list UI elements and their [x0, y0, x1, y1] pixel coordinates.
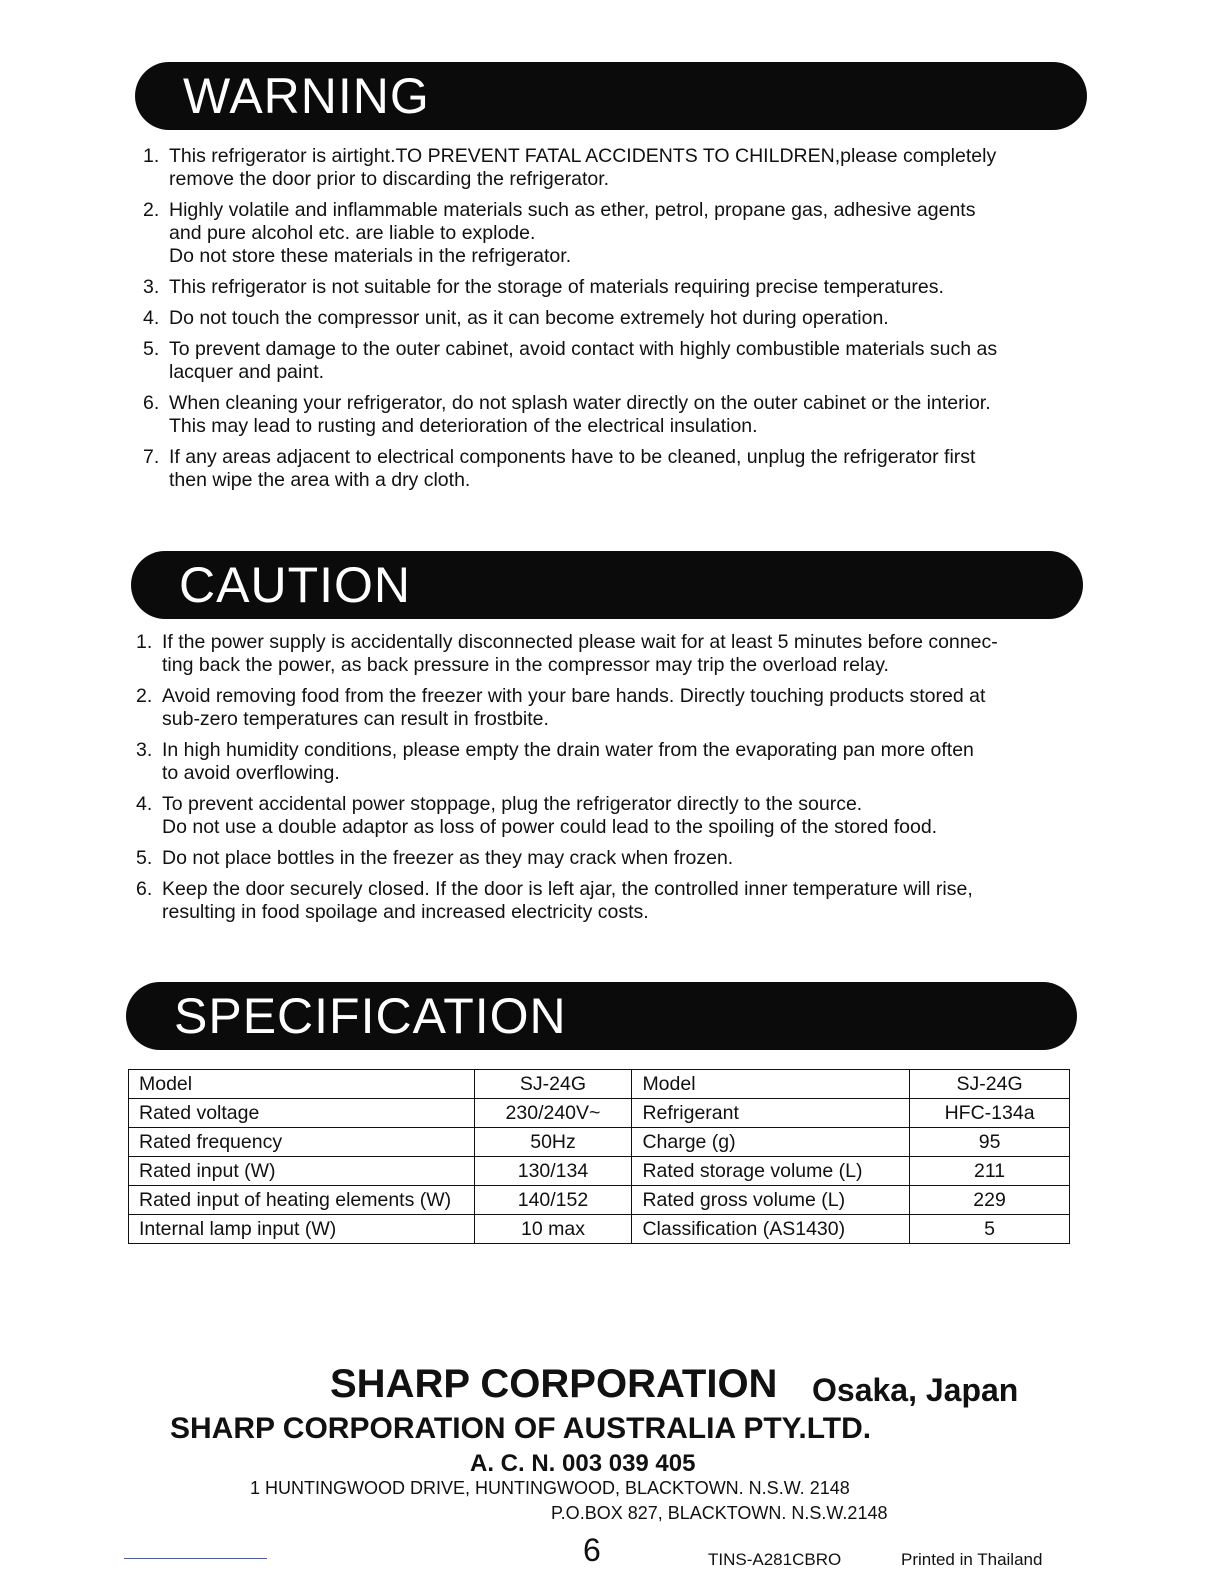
spec-value: 229: [910, 1186, 1070, 1215]
spec-label: Rated input of heating elements (W): [129, 1186, 475, 1215]
warning-item-text: If any areas adjacent to electrical components have to be cleaned, unplug the refrigerator first then wipe the area with a dry cloth.: [169, 446, 976, 491]
spec-value: 5: [910, 1215, 1070, 1244]
caution-item: [136, 847, 1086, 870]
caution-item-number: 6.: [136, 878, 153, 900]
warning-item-number: 5.: [143, 338, 160, 360]
warning-heading: WARNING: [135, 62, 1087, 130]
spec-label: Rated gross volume (L): [632, 1186, 910, 1215]
warning-item-text: To prevent damage to the outer cabinet, avoid contact with highly combustible materials such as lacquer and paint.: [169, 338, 998, 383]
spec-value: 95: [910, 1128, 1070, 1157]
spec-value: HFC-134a: [910, 1099, 1070, 1128]
document-code: TINS-A281CBRO: [708, 1550, 842, 1569]
warning-item-number: 1.: [143, 145, 160, 167]
spec-value: 50Hz: [474, 1128, 632, 1157]
spec-label: Rated input (W): [129, 1157, 475, 1186]
caution-item: [136, 878, 1086, 924]
footer-rule: [124, 1558, 267, 1559]
australia-corporation: SHARP CORPORATION OF AUSTRALIA PTY.LTD.: [170, 1412, 872, 1445]
caution-item-text: If the power supply is accidentally disconnected please wait for at least 5 minutes before connec- ting back the power, as back pressure in the compressor may trip the overload relay.: [162, 631, 998, 676]
spec-row: [129, 1099, 1070, 1128]
caution-heading: CAUTION: [131, 551, 1083, 619]
warning-item: [143, 145, 1093, 191]
caution-item-number: 2.: [136, 685, 153, 707]
spec-value: SJ-24G: [474, 1070, 632, 1099]
page-number: 6: [583, 1532, 601, 1568]
spec-label: Refrigerant: [632, 1099, 910, 1128]
warning-item: [143, 199, 1093, 268]
spec-value: 130/134: [474, 1157, 632, 1186]
corporation-city: Osaka, Japan: [812, 1372, 1019, 1408]
caution-list: [136, 631, 1086, 932]
printed-in: Printed in Thailand: [901, 1550, 1043, 1569]
spec-label: Model: [632, 1070, 910, 1099]
warning-item: [143, 276, 1093, 299]
spec-label: Rated storage volume (L): [632, 1157, 910, 1186]
spec-value: 10 max: [474, 1215, 632, 1244]
address-line-2: P.O.BOX 827, BLACKTOWN. N.S.W.2148: [551, 1503, 888, 1523]
acn-number: A. C. N. 003 039 405: [470, 1450, 696, 1477]
warning-item: [143, 446, 1093, 492]
specification-heading: SPECIFICATION: [126, 982, 1077, 1050]
spec-value: 230/240V~: [474, 1099, 632, 1128]
spec-value: 211: [910, 1157, 1070, 1186]
spec-row: [129, 1128, 1070, 1157]
warning-item-text: This refrigerator is airtight.TO PREVENT FATAL ACCIDENTS TO CHILDREN,please completely remove the door prior to discarding the refrigerator.: [169, 145, 997, 190]
warning-item-text: When cleaning your refrigerator, do not splash water directly on the outer cabinet or the interior. This may lead to rusting and deterioration of the electrical insulation.: [169, 392, 991, 437]
caution-item-number: 1.: [136, 631, 153, 653]
warning-item-text: Do not touch the compressor unit, as it can become extremely hot during operation.: [169, 307, 889, 329]
spec-label: Rated voltage: [129, 1099, 475, 1128]
warning-item-number: 3.: [143, 276, 160, 298]
caution-item-text: Keep the door securely closed. If the door is left ajar, the controlled inner temperature will rise, resulting in food spoilage and increased electricity costs.: [162, 878, 973, 923]
address-line-1: 1 HUNTINGWOOD DRIVE, HUNTINGWOOD, BLACKTOWN. N.S.W. 2148: [250, 1478, 850, 1498]
spec-row: [129, 1070, 1070, 1099]
caution-item-text: Do not place bottles in the freezer as they may crack when frozen.: [162, 847, 734, 869]
corporation-name: SHARP CORPORATION: [330, 1362, 778, 1406]
caution-item: [136, 793, 1086, 839]
spec-label: Internal lamp input (W): [129, 1215, 475, 1244]
spec-row: [129, 1157, 1070, 1186]
warning-item: [143, 392, 1093, 438]
spec-row: [129, 1186, 1070, 1215]
warning-item-number: 7.: [143, 446, 160, 468]
caution-item-number: 5.: [136, 847, 153, 869]
warning-item-number: 2.: [143, 199, 160, 221]
caution-item-text: In high humidity conditions, please empty the drain water from the evaporating pan more often to avoid overflowing.: [162, 739, 974, 784]
warning-item-number: 4.: [143, 307, 160, 329]
warning-item-text: This refrigerator is not suitable for the storage of materials requiring precise temperatures.: [169, 276, 944, 298]
specification-table: [128, 1069, 1070, 1244]
warning-item-text: Highly volatile and inflammable materials such as ether, petrol, propane gas, adhesive agents and pure alcohol etc. are liable to explode. Do not store these materials in the refrigerator.: [169, 199, 976, 267]
caution-item: [136, 631, 1086, 677]
spec-row: [129, 1215, 1070, 1244]
caution-item-text: To prevent accidental power stoppage, plug the refrigerator directly to the source. Do not use a double adaptor as loss of power could lead to the spoiling of the stored food.: [162, 793, 938, 838]
spec-label: Charge (g): [632, 1128, 910, 1157]
warning-item-number: 6.: [143, 392, 160, 414]
warning-list: [143, 145, 1093, 500]
caution-item-number: 3.: [136, 739, 153, 761]
spec-label: Model: [129, 1070, 475, 1099]
warning-item: [143, 338, 1093, 384]
caution-item: [136, 685, 1086, 731]
caution-item-text: Avoid removing food from the freezer with your bare hands. Directly touching products stored at sub-zero temperatures can result in frostbite.: [162, 685, 986, 730]
spec-label: Rated frequency: [129, 1128, 475, 1157]
caution-item-number: 4.: [136, 793, 153, 815]
spec-value: SJ-24G: [910, 1070, 1070, 1099]
caution-item: [136, 739, 1086, 785]
spec-label: Classification (AS1430): [632, 1215, 910, 1244]
warning-item: [143, 307, 1093, 330]
spec-value: 140/152: [474, 1186, 632, 1215]
